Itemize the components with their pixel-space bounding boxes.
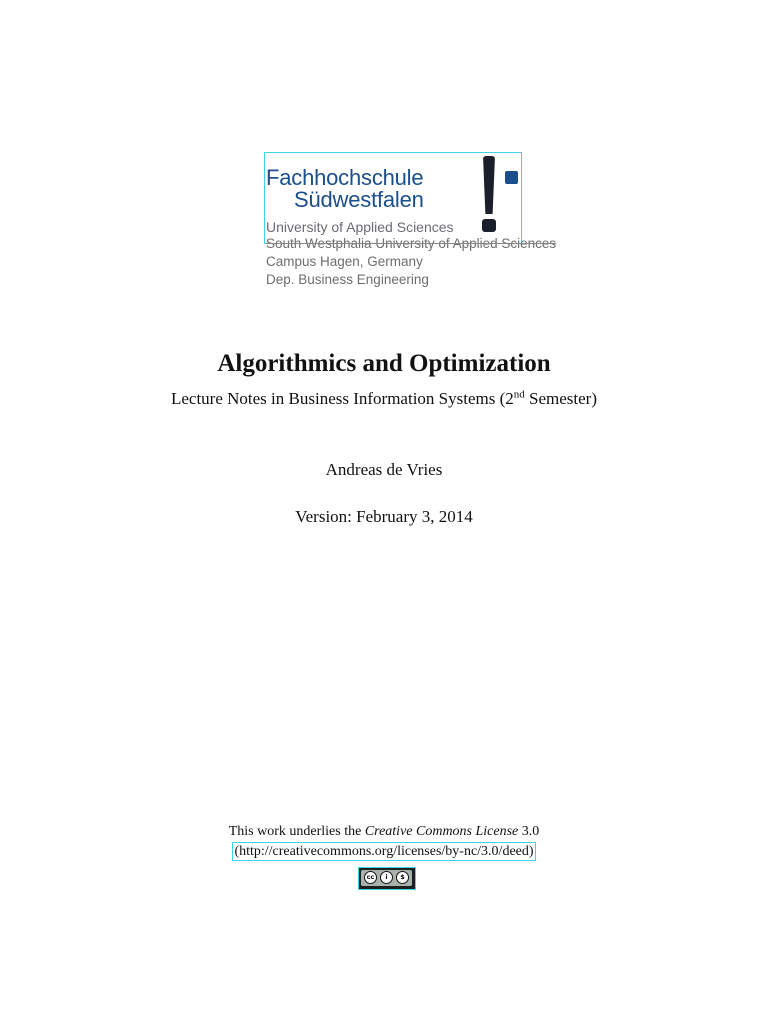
license-prefix: This work underlies the [228, 824, 365, 839]
university-logo[interactable] [264, 152, 522, 244]
institution-name: South Westphalia University of Applied Sciences [266, 236, 557, 251]
logo-line2: Südwestfalen [294, 187, 424, 212]
logo-line1: Fachhochschule [266, 165, 424, 190]
cc-license-badge[interactable] [358, 867, 416, 890]
author: Andreas de Vries [325, 460, 443, 479]
exclamation-bar-icon [483, 156, 495, 214]
subtitle-after: Semester) [524, 389, 597, 408]
license-notice [0, 823, 768, 861]
license-suffix: 3.0 [518, 824, 540, 839]
subtitle-sup: nd [513, 388, 525, 401]
license-name: Creative Commons License [364, 824, 519, 839]
license-text-line [0, 823, 768, 841]
by-icon: i [380, 871, 393, 884]
subtitle-before: Lecture Notes in Business Information Systems (2 [170, 389, 514, 408]
document-subtitle [0, 390, 768, 409]
logo-square-icon [505, 171, 518, 184]
document-title: Algorithmics and Optimization [217, 350, 551, 377]
license-link[interactable]: (http://creativecommons.org/licenses/by-nc/3.0/deed) [232, 842, 535, 862]
nc-icon: $ [396, 871, 409, 884]
logo-subline: University of Applied Sciences [266, 219, 454, 235]
cc-icon: cc [364, 871, 377, 884]
campus-location: Campus Hagen, Germany [266, 254, 423, 269]
cc-badge-inner [361, 870, 412, 886]
exclamation-dot-icon [482, 219, 496, 232]
version-date: Version: February 3, 2014 [295, 507, 473, 526]
department: Dep. Business Engineering [266, 272, 429, 287]
